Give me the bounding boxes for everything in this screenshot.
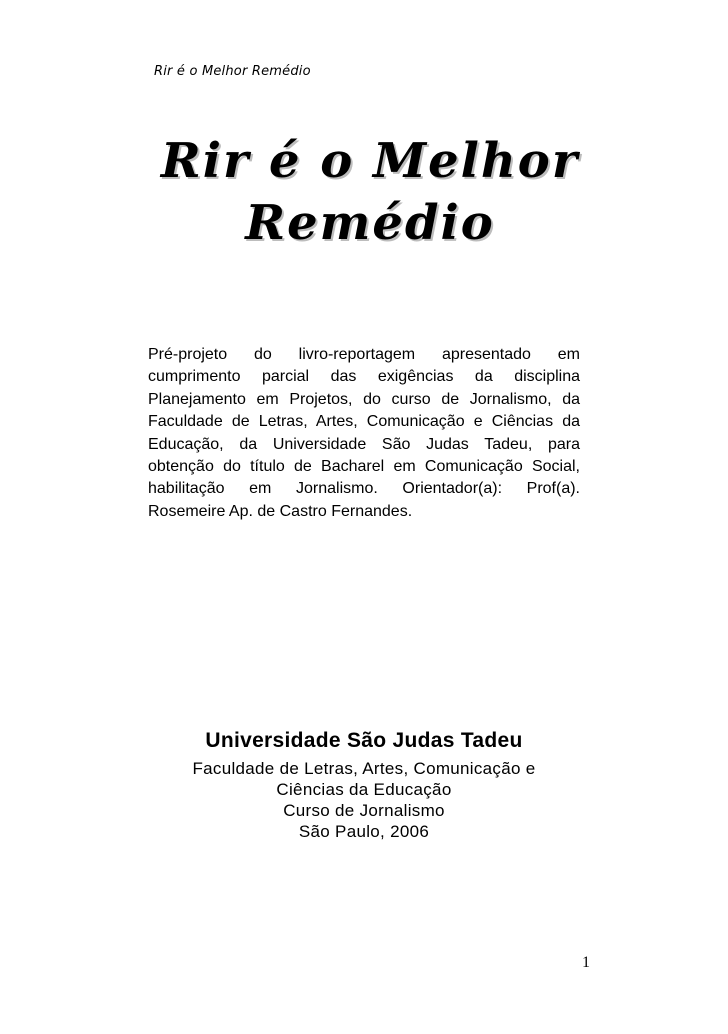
faculty-line-1: Faculdade de Letras, Artes, Comunicação e — [192, 759, 536, 778]
university-name: Universidade São Judas Tadeu — [205, 729, 523, 752]
place-date: São Paulo, 2006 — [298, 822, 430, 841]
abstract-paragraph: Pré-projeto do livro-reportagem apresentado em cumprimento parcial das exigências da disciplina Planejamento em Projetos, do curso de Jornalismo, da Faculdade de Letras, Artes, Comunicação e Ciências da Educação, da Universidade São Judas Tadeu, para obtenção do título de Bacharel em Comunicação Social, habilitação em Jornalismo. Orientador(a): Prof(a). Rosemeire Ap. de Castro Fernandes. — [148, 346, 580, 520]
faculty-line-2: Ciências da Educação — [276, 780, 452, 799]
running-header: Rir é o Melhor Remédio — [154, 64, 311, 79]
course-name: Curso de Jornalismo — [283, 801, 445, 820]
title-line-2: Remédio — [245, 195, 495, 251]
page-number: 1 — [582, 954, 590, 971]
title-line-1: Rir é o Melhor — [160, 133, 580, 189]
institution-block — [148, 726, 580, 842]
page-title — [120, 130, 620, 254]
